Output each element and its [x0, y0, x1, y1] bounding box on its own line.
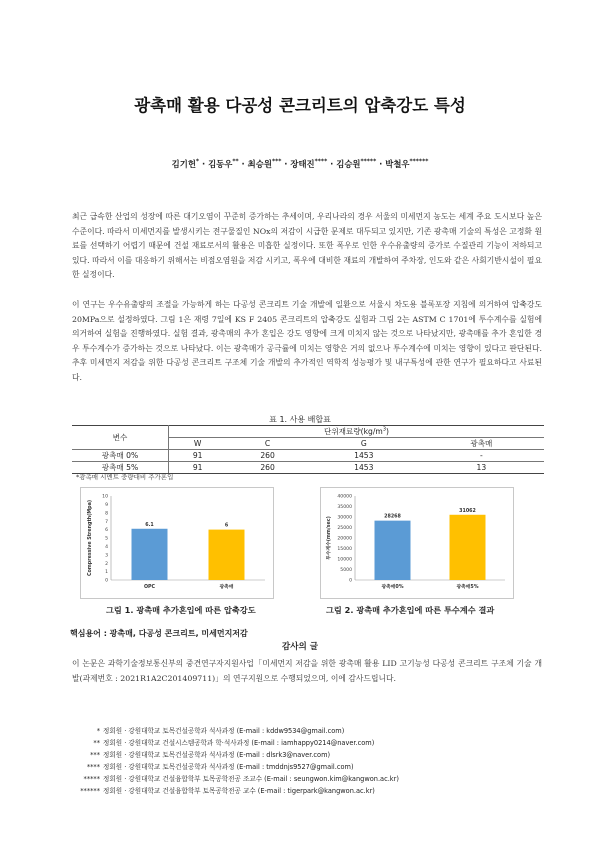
author-name: 최승원*** [247, 158, 282, 169]
y-tick-label: 10000 [337, 557, 352, 563]
y-tick-label: 25000 [337, 526, 352, 532]
table-cell: 1453 [309, 462, 419, 474]
y-tick-label: 8 [105, 511, 108, 517]
author-separator: · [281, 159, 291, 169]
author-mark: **** [314, 158, 328, 166]
body-paragraph-2: 이 연구는 우수유출량의 조절을 가능하게 하는 다공성 콘크리트 기술 개발에 일환으로 서울시 차도용 블록포장 지침에 의거하여 압축강도 20MPa으로 설정하였다. 그림 1은 재령 7일에 KS F 2405 콘크리트의 압축강도 실험과 그림 2는 ASTM C 1701에 투수계수를 실험에 의거하여 실험을 진행하였다. 실험 결과, 광촉매의 추가 혼입은 강도 영향에 크게 미치지 않는 것으로 나타났지만, 광촉매를 추가 혼입한 경우 투수계수가 증가하는 것으로 나타났다. 이는 광촉매가 공극률에 미치는 영향은 거의 없으나 투수계수에 미치는 영향이 있다고 판단된다. 추후 미세먼지 저감을 위한 다공성 콘크리트 구조체 기술 개발의 추가적인 역학적 성능평가 및 내구특성에 관한 연구가 필요하다고 사료된다. [72, 300, 542, 382]
y-tick-label: 10 [102, 494, 108, 500]
bar [132, 529, 168, 580]
footnote-text: 정회원 · 강원대학교 토목건설공학과 석사과정 (E-mail : kddw9534@gmail.com) [103, 727, 345, 735]
footnote [72, 761, 542, 773]
table-col-header: 광촉매 [419, 438, 544, 450]
footnote-mark: ****** [80, 787, 100, 795]
author-mark: ** [232, 158, 239, 166]
author-list [0, 158, 600, 170]
table-cell: 260 [226, 450, 308, 462]
y-tick-label: 5 [105, 536, 108, 542]
table-cell: 13 [419, 462, 544, 474]
footnote [72, 737, 542, 749]
y-axis-label: 투수계수(mm/sec) [327, 516, 332, 560]
footnote-text: 정회원 · 강원대학교 건설융합학부 토목공학전공 조교수 (E-mail : seungwon.kim@kangwon.ac.kr) [103, 775, 399, 783]
table-row [72, 450, 544, 462]
figure-1-caption: 그림 1. 광촉매 추가혼입에 따른 압축강도 [106, 605, 256, 615]
permeability-chart [320, 487, 514, 599]
y-tick-label: 0 [105, 578, 108, 584]
author-separator: · [327, 159, 337, 169]
bar [450, 515, 486, 580]
table-cell: 260 [226, 462, 308, 474]
footnote-mark: ***** [83, 775, 100, 783]
bar [209, 530, 245, 580]
author-name: 박철우****** [385, 158, 429, 169]
y-tick-label: 35000 [337, 505, 352, 511]
table-col-header: C [226, 438, 308, 450]
y-tick-label: 4 [105, 545, 108, 550]
table-cell: 91 [169, 450, 227, 462]
author-separator: · [376, 159, 386, 169]
bar-value-label: 31062 [459, 508, 476, 514]
compressive-strength-chart [80, 487, 274, 599]
acknowledgement-text: 이 논문은 과학기술정보통신부의 중견연구자지원사업「미세먼지 저감을 위한 광촉매 활용 LID 고기능성 다공성 콘크리트 구조체 기술 개발(과제번호 : 2021R1A2C201409711)」의 연구지원으로 수행되었으며, 이에 감사드립니다. [72, 659, 542, 683]
permeability-chart-svg [321, 488, 513, 598]
bar [375, 521, 411, 580]
footnote [72, 773, 542, 785]
y-tick-label: 0 [349, 578, 352, 584]
table-cell: 1453 [309, 450, 419, 462]
footnote-text: 정회원 · 강원대학교 건설융합학부 토목공학전공 교수 (E-mail : tigerpark@kangwon.ac.kr) [103, 787, 375, 795]
table-row-label: 광촉매 0% [72, 450, 169, 462]
footnote [72, 785, 542, 797]
footnote-text: 정회원 · 강원대학교 토목건설공학과 석사과정 (E-mail : tmddnjs9527@gmail.com) [103, 763, 354, 771]
footnote-mark: * [96, 727, 100, 735]
author-mark: ***** [360, 158, 377, 166]
table-cell: - [419, 450, 544, 462]
y-tick-label: 5000 [340, 568, 352, 574]
x-category-label: 광촉매 [219, 585, 234, 590]
footnotes [72, 725, 542, 797]
author-separator: · [199, 159, 209, 169]
footnote-mark: ** [93, 739, 100, 747]
author-name: 김동우** [208, 158, 239, 169]
author-name: 장태진**** [290, 158, 328, 169]
table-header-variable: 변수 [72, 426, 169, 450]
author-separator: · [238, 159, 248, 169]
figure-2-caption: 그림 2. 광촉매 추가혼입에 따른 투수계수 결과 [326, 605, 495, 615]
y-axis-label: Compressive Strength(Mpa) [88, 499, 93, 577]
x-category-label: 광촉매5% [456, 585, 479, 590]
table-caption: 표 1. 사용 배합표 [269, 415, 331, 424]
author-mark: *** [271, 158, 282, 166]
footnote-mark: **** [86, 763, 100, 771]
y-tick-label: 30000 [337, 515, 352, 521]
author-mark: * [195, 158, 200, 166]
table-col-header: G [309, 438, 419, 450]
footnote-text: 정회원 · 강원대학교 토목건설공학과 석사과정 (E-mail : dlsrk3@naver.com) [103, 751, 331, 759]
bar-value-label: 6.1 [145, 522, 154, 528]
x-category-label: 광촉매0% [381, 585, 404, 590]
y-tick-label: 15000 [337, 547, 352, 553]
author-name: 김승원***** [336, 158, 377, 169]
y-tick-label: 40000 [337, 494, 352, 500]
acknowledgement-title: 감사의 글 [281, 642, 319, 652]
y-tick-label: 6 [105, 528, 108, 534]
mix-proportion-table [72, 425, 544, 474]
y-tick-label: 1 [105, 570, 108, 576]
body-paragraph-1: 최근 급속한 산업의 성장에 따른 대기오염이 꾸준히 증가하는 추세이며, 우리나라의 경우 서울의 미세먼지 농도는 세계 주요 도시보다 높은 수준이다. 따라서 미세먼지를 발생시키는 전구물질인 NOx의 저감이 시급한 문제로 대두되고 있지만, 기존 광촉매 기술의 특성은 고정화 원료를 선택하기 어렵기 때문에 건설 재료로서의 활용은 미흡한 실정이다. 또한 폭우로 인한 우수유출량의 증가로 수질관리 기능이 저하되고 있다. 따라서 이를 대응하기 위해서는 비점오염원을 저감 시키고, 폭우에 대비한 재료의 개발하여 주차장, 인도와 같은 사회기반시설이 필요한 실정이다. [72, 212, 542, 280]
compressive-strength-chart-svg [81, 488, 273, 598]
footnote-mark: *** [90, 751, 100, 759]
footnote [72, 749, 542, 761]
x-category-label: OPC [143, 585, 156, 590]
y-tick-label: 20000 [337, 536, 352, 542]
footnote-text: 정회원 · 강원대학교 건설시스템공학과 학·석사과정 (E-mail : iamhappy0214@naver.com) [103, 739, 375, 747]
table-note: *광촉매 시멘트 중량대비 추가혼입 [76, 473, 174, 481]
table-header-unit: 단위재료량$(kg/m^3)$ [169, 426, 545, 438]
bar-value-label: 28268 [384, 514, 401, 520]
table-col-header: W [169, 438, 227, 450]
keywords: 핵심용어 : 광촉매, 다공성 콘크리트, 미세먼지저감 [70, 629, 248, 638]
y-tick-label: 9 [105, 503, 108, 508]
bar-value-label: 6 [224, 523, 229, 529]
y-tick-label: 3 [105, 553, 108, 559]
author-name: 김기헌* [171, 158, 200, 169]
y-tick-label: 7 [105, 519, 108, 525]
y-tick-label: 2 [105, 561, 108, 567]
paper-title: 광촉매 활용 다공성 콘크리트의 압축강도 특성 [134, 96, 466, 115]
table-row-label: 광촉매 5% [72, 462, 169, 474]
author-mark: ****** [409, 158, 429, 166]
footnote [72, 725, 542, 737]
table-cell: 91 [169, 462, 227, 474]
